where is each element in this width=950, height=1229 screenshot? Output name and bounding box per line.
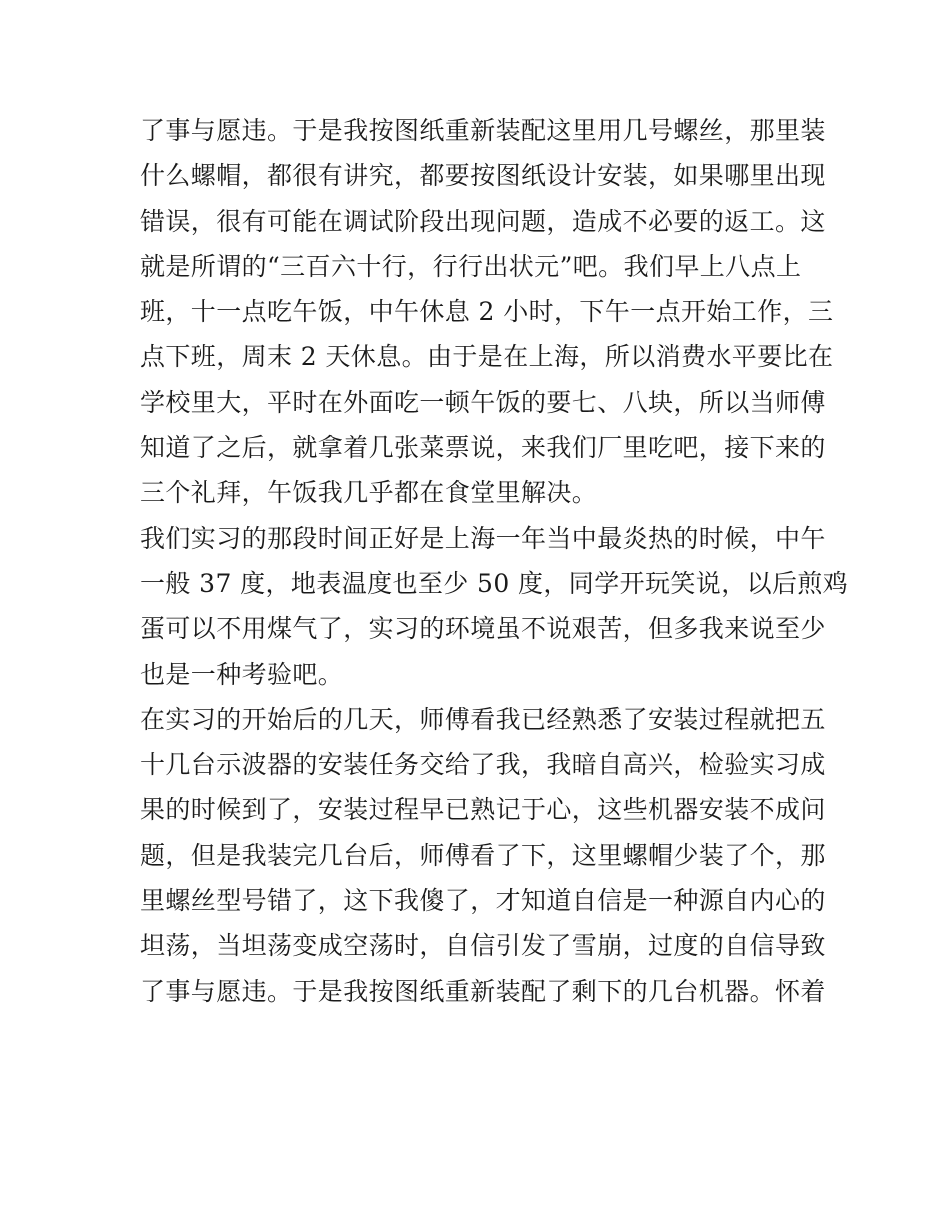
text-line: 了事与愿违。于是我按图纸重新装配这里用几号螺丝，那里装 (140, 116, 826, 145)
text-line: 班，十一点吃午饭，中午休息 2 小时，下午一点开始工作，三 (140, 297, 834, 327)
text-line: 点下班，周末 2 天休息。由于是在上海，所以消费水平要比在 (140, 342, 834, 372)
text-line: 就是所谓的“三百六十行，行行出状元”吧。我们早上八点上 (140, 251, 802, 281)
text-line: 什么螺帽，都很有讲究，都要按图纸设计安装，如果哪里出现 (140, 161, 826, 191)
text-line: 错误，很有可能在调试阶段出现问题，造成不必要的返工。这 (140, 206, 826, 236)
text-line: 我们实习的那段时间正好是上海一年当中最炎热的时候，中午 (140, 523, 826, 553)
text-line: 在实习的开始后的几天，师傅看我已经熟悉了安装过程就把五 (140, 704, 826, 734)
text-line: 三个礼拜，午饭我几乎都在食堂里解决。 (140, 478, 598, 508)
text-line: 知道了之后，就拿着几张菜票说，来我们厂里吃吧，接下来的 (140, 433, 826, 463)
body-text (140, 108, 849, 1014)
text-line: 坦荡，当坦荡变成空荡时，自信引发了雪崩，过度的自信导致 (140, 931, 826, 961)
text-line: 学校里大，平时在外面吃一顿午饭的要七、八块，所以当师傅 (140, 387, 826, 417)
text-line: 果的时候到了，安装过程早已熟记于心，这些机器安装不成问 (140, 795, 826, 825)
text-line: 里螺丝型号错了，这下我傻了，才知道自信是一种源自内心的 (140, 886, 826, 916)
text-line: 一般 37 度，地表温度也至少 50 度，同学开玩笑说，以后煎鸡 (140, 568, 849, 598)
text-line: 蛋可以不用煤气了，实习的环境虽不说艰苦，但多我来说至少 (140, 614, 826, 644)
text-line: 了事与愿违。于是我按图纸重新装配了剩下的几台机器。怀着 (140, 976, 826, 1006)
text-line: 十几台示波器的安装任务交给了我，我暗自高兴，检验实习成 (140, 750, 826, 780)
text-line: 题，但是我装完几台后，师傅看了下，这里螺帽少装了个，那 (140, 840, 826, 870)
text-line: 也是一种考验吧。 (140, 659, 344, 689)
